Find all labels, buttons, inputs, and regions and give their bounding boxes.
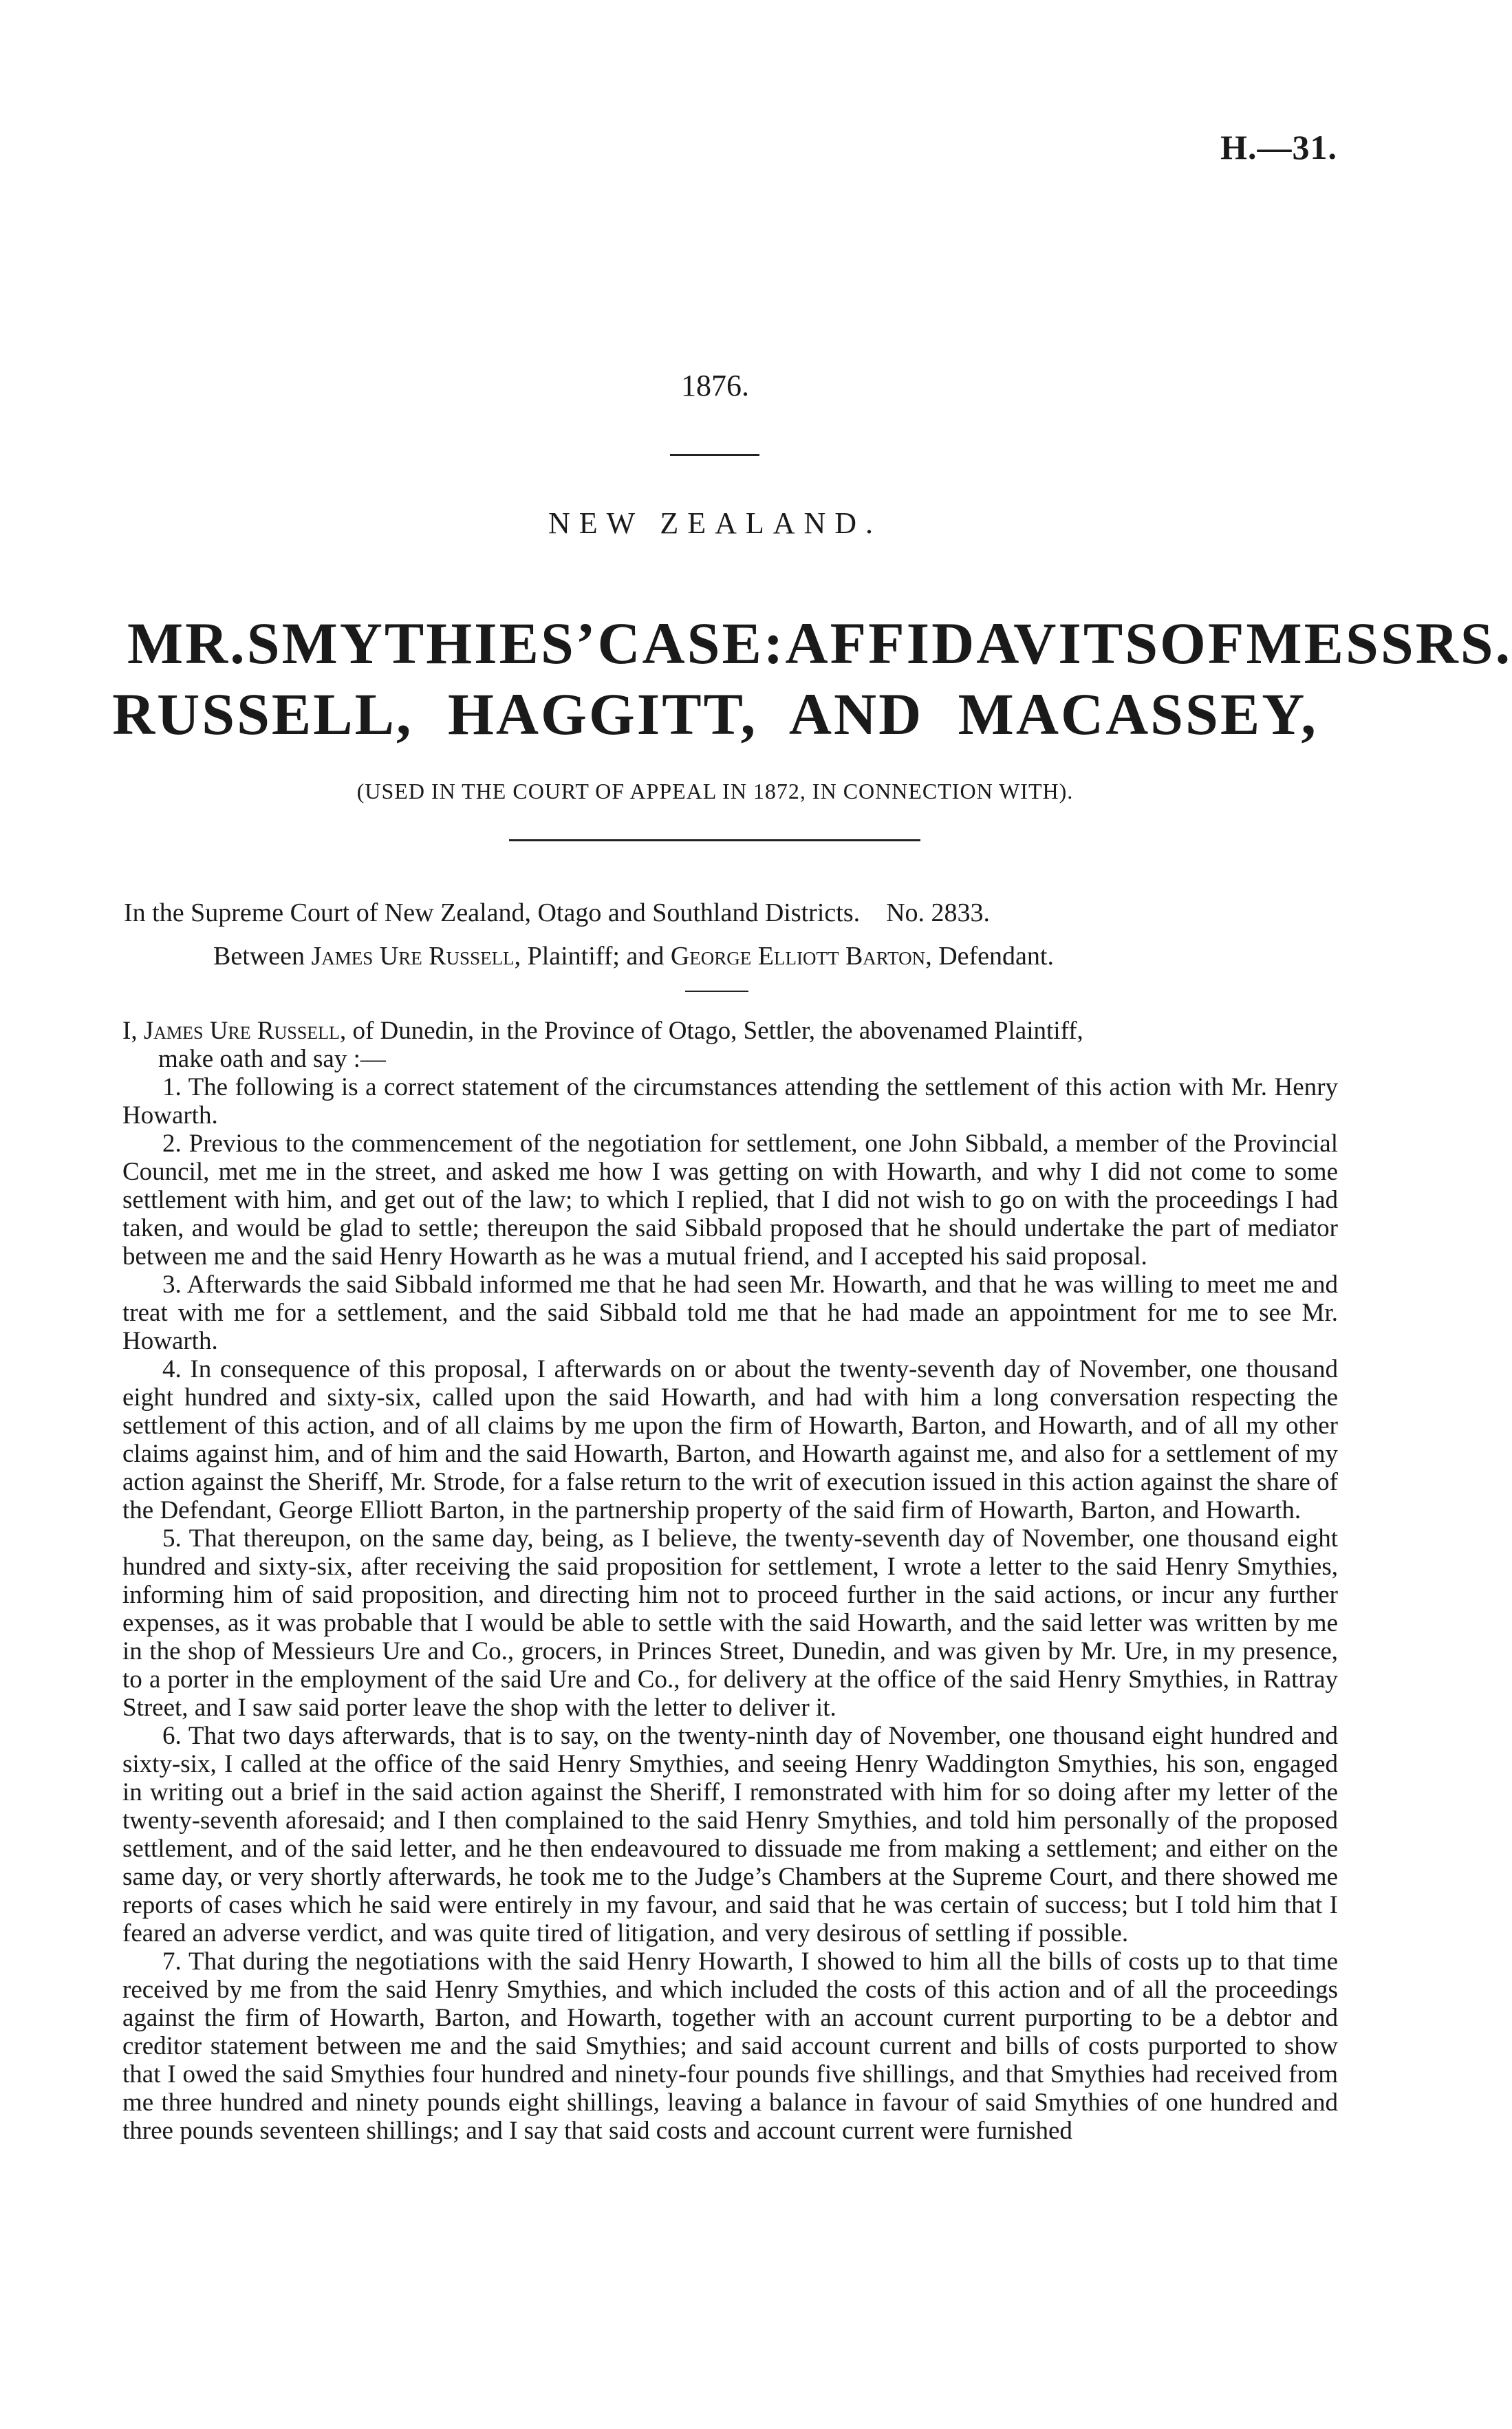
parties-line	[213, 941, 1054, 971]
plaintiff-role: , Plaintiff; and	[514, 942, 665, 971]
parties-rule	[685, 991, 748, 992]
court-name: In the Supreme Court of New Zealand, Otago and Southland Districts.	[124, 898, 861, 927]
defendant-role: , Defendant.	[925, 942, 1054, 971]
title-word: MESSRS.	[1246, 610, 1512, 676]
defendant-name: George Elliott Barton	[670, 942, 926, 971]
deponent-name: James Ure Russell	[143, 1017, 340, 1045]
title-word: MR.	[127, 610, 247, 676]
court-line	[124, 898, 990, 928]
title-word: AFFIDAVITS	[785, 610, 1160, 676]
title-word: CASE:	[597, 610, 786, 676]
affidavit-paragraph: 4. In consequence of this proposal, I afterwards on or about the twenty-seventh day of November, one thousand eight hundred and sixty-six, called upon the said Howarth, and had with him a long conversation respecting the settlement of this action, and of all claims by me upon the firm of Howarth, Barton, and Howarth, and of all my other claims against him, and of him and the said Howarth, Barton, and Howarth against me, and also for a settlement of my action against the Sheriff, Mr. Strode, for a false return to the writ of execution issued in this action against the share of the Defendant, George Elliott Barton, in the partnership property of the said firm of Howarth, Barton, and Howarth.	[122, 1355, 1338, 1524]
title-rule	[509, 839, 920, 841]
plaintiff-name: James Ure Russell	[311, 942, 515, 971]
intro-prefix: I,	[122, 1017, 138, 1045]
affidavit-body	[122, 1017, 1338, 2145]
title-line-2: RUSSELL, HAGGITT, AND MACASSEY,	[112, 681, 1318, 747]
year-heading: 1876.	[681, 369, 749, 402]
affidavit-paragraph: 7. That during the negotiations with the said Henry Howarth, I showed to him all the bills of costs up to that time received by me from the said Henry Smythies, and which included the costs of this action and of all the proceedings against the firm of Howarth, Barton, and Howarth, together with an account current purporting to be a debtor and creditor statement between me and the said Smythies; and said account current and bills of costs purported to show that I owed the said Smythies four hundred and ninety-four pounds five shillings, and that Smythies had received from me three hundred and ninety pounds eight shillings, leaving a balance in favour of said Smythies of one hundred and three pounds seventeen shillings; and I say that said costs and account current were furnished	[122, 1947, 1338, 2145]
subtitle: (USED IN THE COURT OF APPEAL IN 1872, IN CONNECTION WITH).	[356, 779, 1074, 803]
affidavit-paragraph: 5. That thereupon, on the same day, being, as I believe, the twenty-seventh day of November, one thousand eight hundred and sixty-six, after receiving the said proposition for settlement, I wrote a letter to the said Henry Smythies, informing him of said proposition, and directing him not to proceed further in the said actions, or incur any further expenses, as it was probable that I would be able to settle with the said Howarth, and the said letter was written by me in the shop of Messieurs Ure and Co., grocers, in Princes Street, Dunedin, and was given by Mr. Ure, in my presence, to a porter in the employment of the said Ure and Co., for delivery at the office of the said Henry Smythies, in Rattray Street, and I saw said porter leave the shop with the letter to deliver it.	[122, 1524, 1338, 1722]
document-reference: H.—31.	[1220, 128, 1337, 166]
country-heading: NEW ZEALAND.	[548, 506, 883, 540]
affidavit-paragraph: 1. The following is a correct statement of the circumstances attending the settlement of this action with Mr. Henry Howarth.	[122, 1073, 1338, 1130]
title-line-1	[127, 609, 1512, 678]
affidavit-paragraph: 3. Afterwards the said Sibbald informed me that he had seen Mr. Howarth, and that he was willing to meet me and treat with me for a settlement, and the said Sibbald told me that he had made an appointment for me to see Mr. Howarth.	[122, 1271, 1338, 1355]
affidavit-paragraph: 6. That two days afterwards, that is to say, on the twenty-ninth day of November, one thousand eight hundred and sixty-six, I called at the office of the said Henry Smythies, and seeing Henry Waddington Smythies, his son, engaged in writing out a brief in the said action against the Sheriff, I remonstrated with him for so doing after my letter of the twenty-seventh aforesaid; and I then complained to the said Henry Smythies, and told him personally of the proposed settlement, and of the said letter, and he then endeavoured to dissuade me from making a settlement; and either on the same day, or very shortly afterwards, he took me to the Judge’s Chambers at the Supreme Court, and there showed me reports of cases which he said were entirely in my favour, and said that he was certain of success; but I told him that I feared an adverse verdict, and was quite tired of litigation, and very desirous of settling if possible.	[122, 1722, 1338, 1947]
between-label: Between	[213, 942, 305, 971]
year-rule	[670, 454, 759, 456]
affidavit-paragraph: 2. Previous to the commencement of the negotiation for settlement, one John Sibbald, a member of the Provincial Council, met me in the street, and asked me how I was getting on with Howarth, and why I did not come to some settlement with him, and get out of the law; to which I replied, that I did not wish to go on with the proceedings I had taken, and would be glad to settle; thereupon the said Sibbald proposed that he should undertake the part of mediator between me and the said Henry Howarth as he was a mutual friend, and I accepted his said proposal.	[122, 1130, 1338, 1271]
case-number: No. 2833.	[886, 898, 991, 927]
title-word: OF	[1160, 610, 1246, 676]
affidavit-intro-continued: make oath and say :—	[158, 1045, 386, 1073]
affidavit-intro	[122, 1017, 1338, 1045]
title-word: SMYTHIES’	[246, 610, 598, 676]
intro-text: , of Dunedin, in the Province of Otago, Settler, the abovenamed Plaintiff,	[339, 1017, 1083, 1045]
